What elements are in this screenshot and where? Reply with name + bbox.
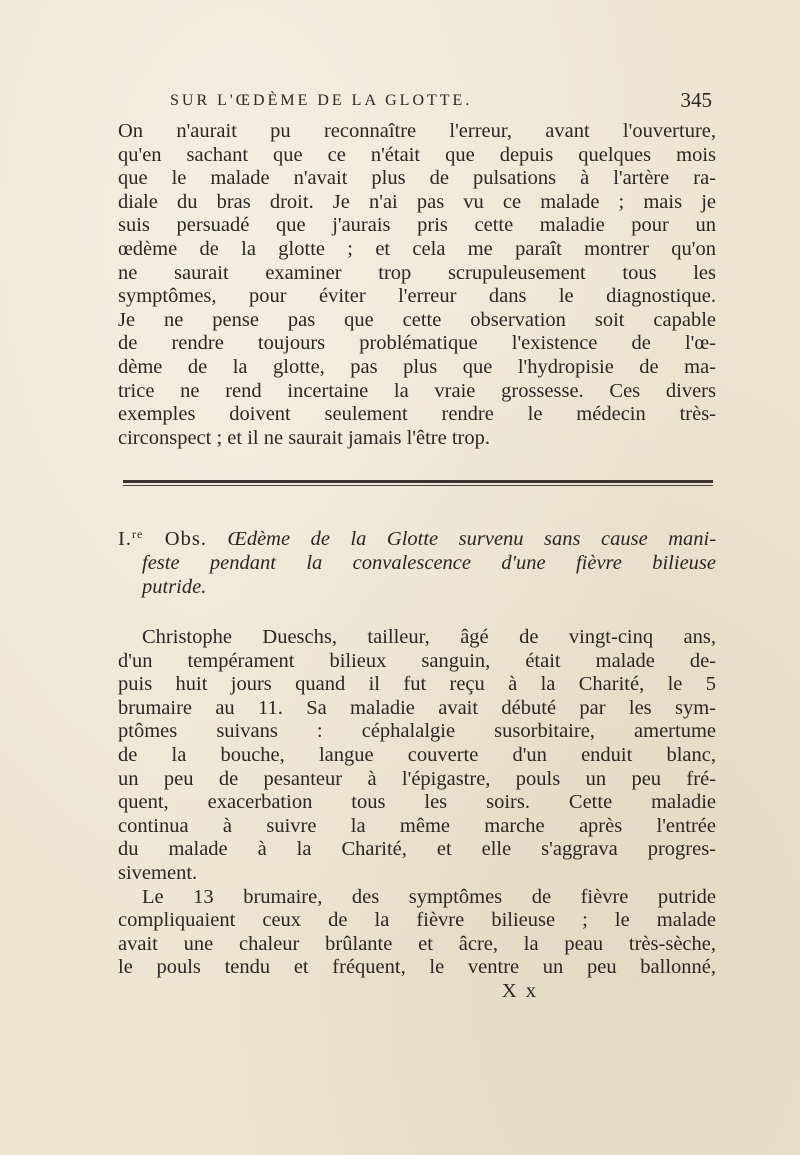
text-line: Je ne pense pas que cette observation soit capable <box>118 308 716 331</box>
observation-title-part: Œdème de la Glotte survenu sans cause mani- <box>227 528 717 551</box>
observation-number: I. <box>118 528 132 551</box>
text-line: de rendre toujours problématique l'existence de l'œ- <box>118 332 716 355</box>
paragraph-continuation <box>118 120 716 450</box>
text-line: exemples doivent seulement rendre le médecin très- <box>118 403 716 426</box>
observation-title-line <box>118 523 716 552</box>
text-line: un peu de pesanteur à l'épigastre, pouls un peu fré- <box>118 767 716 790</box>
text-line: suis persuadé que j'aurais pris cette maladie pour un <box>118 214 716 237</box>
text-line: que le malade n'avait plus de pulsations à l'artère ra- <box>118 167 716 190</box>
running-title: SUR L'ŒDÈME DE LA GLOTTE. <box>170 92 473 109</box>
text-line: puis huit jours quand il fut reçu à la Charité, le 5 <box>118 673 716 696</box>
text-line: avait une chaleur brûlante et âcre, la peau très-sèche, <box>118 932 716 955</box>
section-divider <box>123 480 713 486</box>
book-page <box>118 90 716 1004</box>
observation-title-line: feste pendant la convalescence d'une fièvre bilieuse <box>142 551 716 574</box>
observation-number-superscript: re <box>131 527 144 542</box>
text-line: ne saurait examiner trop scrupuleusement tous les <box>118 261 716 284</box>
text-line: Le 13 brumaire, des symptômes de fièvre putride <box>142 885 716 908</box>
case-paragraph <box>118 886 716 980</box>
page-number: 345 <box>680 88 712 112</box>
text-line: de la bouche, langue couverte d'un enduit blanc, <box>118 744 716 767</box>
text-line: du malade à la Charité, et elle s'aggrava progres- <box>118 838 716 861</box>
text-line: ptômes suivans : céphalalgie susorbitaire, amertume <box>118 720 716 743</box>
text-line: On n'aurait pu reconnaître l'erreur, avant l'ouverture, <box>118 120 716 142</box>
text-line: dème de la glotte, pas plus que l'hydropisie de ma- <box>118 355 716 378</box>
observation-title-line: putride. <box>142 575 207 598</box>
text-line: diale du bras droit. Je n'ai pas vu ce malade ; mais je <box>118 190 716 213</box>
observation-word: Obs. <box>164 528 207 551</box>
observation-label <box>118 528 207 550</box>
text-line: trice ne rend incertaine la vraie grossesse. Ces divers <box>118 379 716 402</box>
text-line: qu'en sachant que ce n'était que depuis quelques mois <box>118 143 716 166</box>
text-line: quent, exacerbation tous les soirs. Cette maladie <box>118 791 716 814</box>
case-paragraph <box>118 626 716 886</box>
text-line: œdème de la glotte ; et cela me paraît montrer qu'on <box>118 237 716 260</box>
text-line: compliquaient ceux de la fièvre bilieuse ; le malade <box>118 909 716 932</box>
running-head <box>118 90 716 120</box>
text-line: brumaire au 11. Sa maladie avait débuté par les sym- <box>118 696 716 719</box>
observation-heading <box>118 523 716 599</box>
text-line: Christophe Dueschs, tailleur, âgé de vingt-cinq ans, <box>142 626 716 649</box>
text-line: sivement. <box>118 862 198 885</box>
text-line: symptômes, pour éviter l'erreur dans le diagnostique. <box>118 285 716 308</box>
text-line: circonspect ; et il ne saurait jamais l'être trop. <box>118 426 490 449</box>
text-line: d'un tempérament bilieux sanguin, était malade de- <box>118 649 716 672</box>
text-line: le pouls tendu et fréquent, le ventre un peu ballonné, <box>118 956 716 979</box>
signature-mark: X x <box>501 980 538 1002</box>
text-line: continua à suivre la même marche après l'entrée <box>118 814 716 837</box>
divider-thin-line <box>123 485 713 486</box>
divider-thick-line <box>123 480 713 483</box>
